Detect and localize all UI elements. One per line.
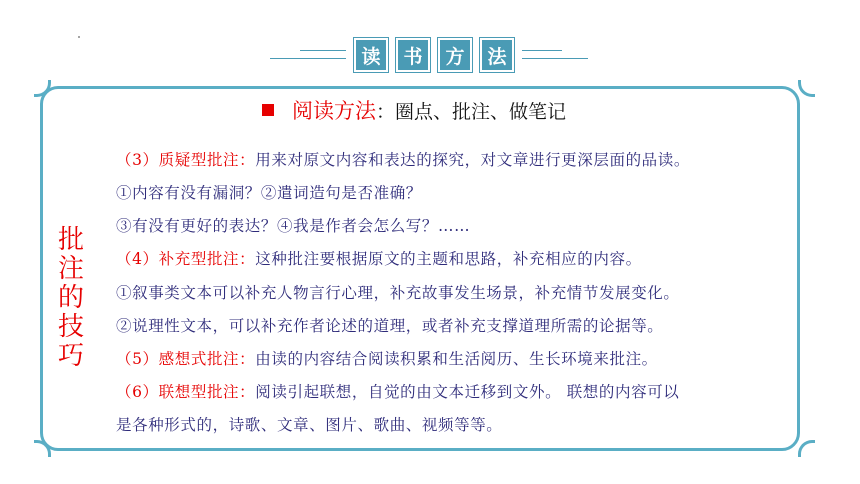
title-decor-line [522,58,588,59]
annotation-text: 是各种形式的，诗歌、文章、图片、歌曲、视频等等。 [116,416,503,434]
title-char-box: 法 [480,38,514,72]
title-char-box: 方 [438,38,472,72]
title-char-box: 读 [354,38,388,72]
section-title [0,36,860,76]
frame-corner [798,440,815,457]
annotation-line [116,413,502,435]
annotation-line [116,314,663,336]
title-char-box: 书 [396,38,430,72]
annotation-line [116,247,642,269]
annotation-type: （6）联想型批注： [116,383,256,401]
title-decor-line [300,50,346,51]
annotation-line [116,148,690,170]
annotation-text: ①内容有没有漏洞？②遣词造句是否准确？ [116,184,422,202]
annotation-line [116,281,680,303]
frame-corner [798,80,815,97]
annotation-text: 由读的内容结合阅读积累和生活阅历、生长环境来批注。 [255,350,658,368]
annotation-type: （3）质疑型批注： [116,151,256,169]
square-bullet-icon [262,104,274,116]
annotation-line [116,380,679,402]
annotation-text: ②说理性文本，可以补充作者论述的道理，或者补充支撑道理所需的论据等。 [116,317,664,335]
title-decor-line [270,58,346,59]
side-label-char: 技 [57,312,84,342]
annotation-text: ③有没有更好的表达？④我是作者会怎么写？…… [116,217,471,235]
side-label-char: 批 [57,225,84,255]
reading-method [262,96,566,124]
side-label-char: 巧 [57,341,84,371]
annotation-text: ①叙事类文本可以补充人物言行心理，补充故事发生场景，补充情节发展变化。 [116,284,680,302]
title-decor-line [522,50,562,51]
annotation-line [116,347,658,369]
annotation-text: 阅读引起联想，自觉的由文本迁移到文外。 联想的内容可以 [255,383,680,401]
annotation-text: 这种批注要根据原文的主题和思路，补充相应的内容。 [255,250,642,268]
side-label-char: 注 [57,254,84,284]
annotation-type: （5）感想式批注： [116,350,256,368]
method-label: 阅读方法 [292,99,376,123]
method-text: ：圈点、批注、做笔记 [376,100,567,123]
side-label-char: 的 [57,283,84,313]
side-label [56,226,86,371]
annotation-type: （4）补充型批注： [116,250,256,268]
annotation-line [116,214,470,236]
annotation-line [116,181,422,203]
annotation-text: 用来对原文内容和表达的探究，对文章进行更深层面的品读。 [255,151,690,169]
